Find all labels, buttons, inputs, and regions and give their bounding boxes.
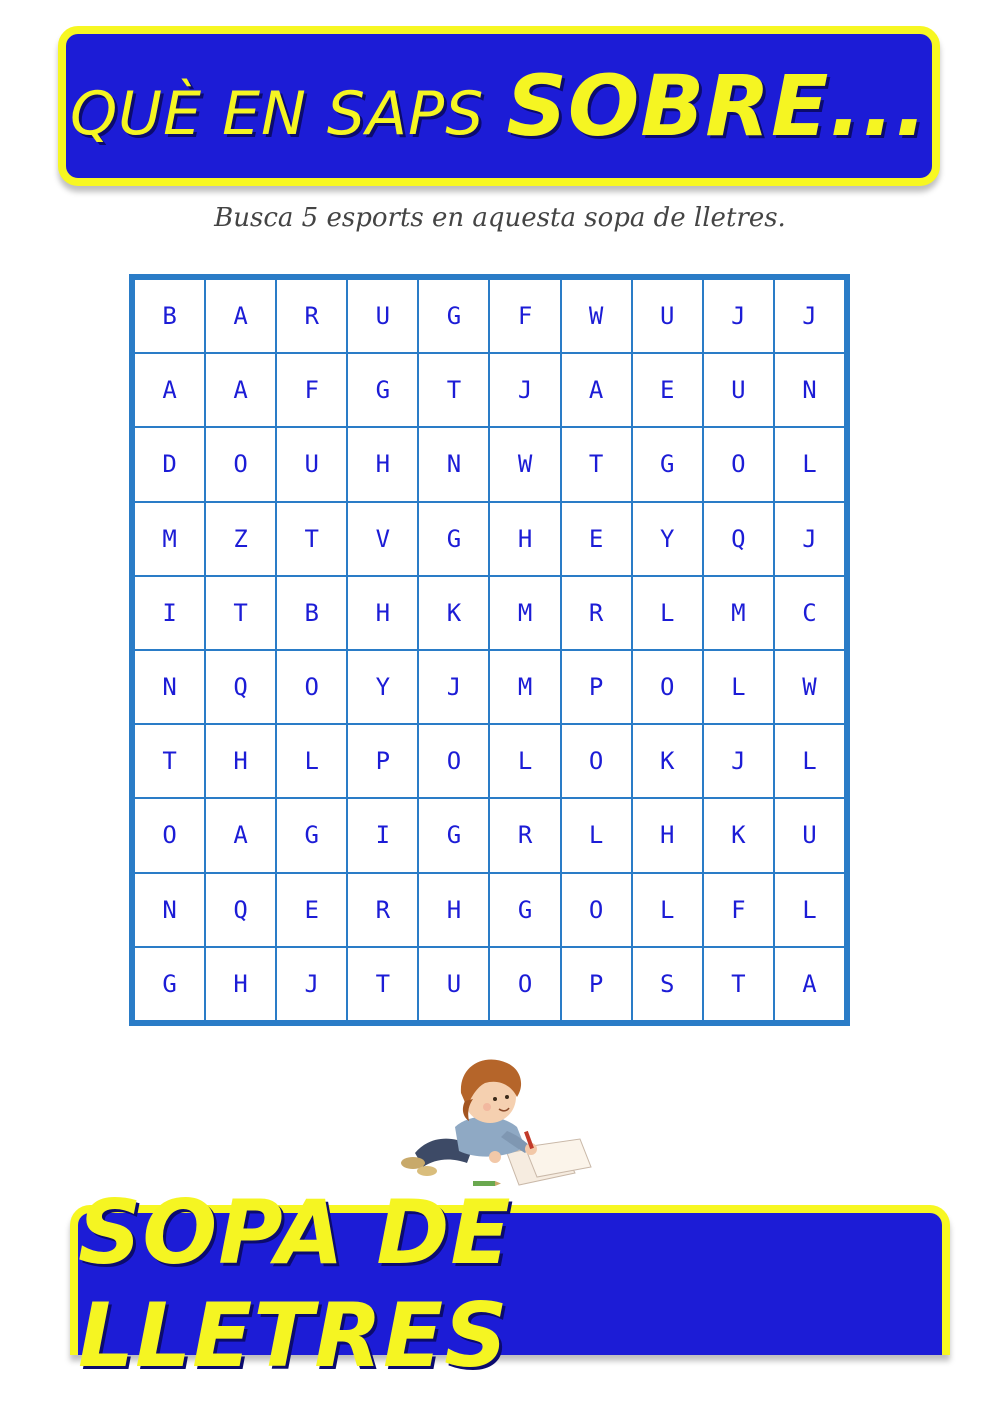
grid-cell[interactable]: U (632, 279, 703, 353)
grid-cell[interactable]: L (703, 650, 774, 724)
grid-cell[interactable]: A (205, 353, 276, 427)
grid-cell[interactable]: L (276, 724, 347, 798)
grid-cell[interactable]: O (134, 798, 205, 872)
grid-cell[interactable]: L (774, 873, 845, 947)
grid-cell[interactable]: O (276, 650, 347, 724)
grid-cell[interactable]: M (489, 576, 560, 650)
grid-cell[interactable]: R (561, 576, 632, 650)
grid-cell[interactable]: W (561, 279, 632, 353)
grid-cell[interactable]: W (774, 650, 845, 724)
grid-cell[interactable]: U (276, 427, 347, 501)
grid-cell[interactable]: E (276, 873, 347, 947)
grid-cell[interactable]: H (205, 947, 276, 1021)
grid-cell[interactable]: J (774, 279, 845, 353)
grid-cell[interactable]: K (632, 724, 703, 798)
grid-cell[interactable]: T (418, 353, 489, 427)
grid-cell[interactable]: H (347, 427, 418, 501)
grid-cell[interactable]: B (134, 279, 205, 353)
grid-cell[interactable]: J (418, 650, 489, 724)
grid-cell[interactable]: M (703, 576, 774, 650)
grid-cell[interactable]: U (774, 798, 845, 872)
grid-cell[interactable]: J (703, 279, 774, 353)
grid-cell[interactable]: Q (703, 502, 774, 576)
grid-cell[interactable]: A (774, 947, 845, 1021)
grid-cell[interactable]: G (134, 947, 205, 1021)
grid-cell[interactable]: R (276, 279, 347, 353)
grid-cell[interactable]: O (418, 724, 489, 798)
grid-cell[interactable]: S (632, 947, 703, 1021)
grid-cell[interactable]: A (134, 353, 205, 427)
grid-cell[interactable]: G (347, 353, 418, 427)
grid-cell[interactable]: L (774, 427, 845, 501)
grid-cell[interactable]: A (205, 279, 276, 353)
grid-cell[interactable]: Z (205, 502, 276, 576)
grid-cell[interactable]: H (418, 873, 489, 947)
grid-cell[interactable]: O (632, 650, 703, 724)
grid-cell[interactable]: T (134, 724, 205, 798)
grid-cell[interactable]: N (134, 650, 205, 724)
grid-cell[interactable]: Y (632, 502, 703, 576)
grid-cell[interactable]: O (489, 947, 560, 1021)
grid-cell[interactable]: U (703, 353, 774, 427)
grid-cell[interactable]: C (774, 576, 845, 650)
grid-cell[interactable]: L (632, 576, 703, 650)
grid-cell[interactable]: N (134, 873, 205, 947)
title-banner (58, 26, 940, 186)
word-search-grid (129, 274, 850, 1026)
grid-cell[interactable]: Y (347, 650, 418, 724)
footer-banner (70, 1181, 950, 1387)
grid-cell[interactable]: O (561, 873, 632, 947)
grid-cell[interactable]: O (205, 427, 276, 501)
grid-cell[interactable]: L (632, 873, 703, 947)
grid-cell[interactable]: N (774, 353, 845, 427)
grid-cell[interactable]: O (703, 427, 774, 501)
grid-cell[interactable]: U (347, 279, 418, 353)
grid-cell[interactable]: R (489, 798, 560, 872)
grid-cell[interactable]: P (561, 650, 632, 724)
grid-cell[interactable]: G (489, 873, 560, 947)
title-big: SOBRE... (506, 57, 929, 155)
grid-cell[interactable]: R (347, 873, 418, 947)
grid-cell[interactable]: G (276, 798, 347, 872)
footer-title: SOPA DE LLETRES (78, 1181, 512, 1387)
grid-cell[interactable]: K (703, 798, 774, 872)
grid-cell[interactable]: I (347, 798, 418, 872)
grid-cell[interactable]: L (774, 724, 845, 798)
grid-cell[interactable]: A (561, 353, 632, 427)
grid-cell[interactable]: H (632, 798, 703, 872)
grid-cell[interactable]: G (418, 502, 489, 576)
grid-cell[interactable]: L (561, 798, 632, 872)
grid-cell[interactable]: M (489, 650, 560, 724)
grid-cell[interactable]: A (205, 798, 276, 872)
grid-cell[interactable]: V (347, 502, 418, 576)
grid-cell[interactable]: J (703, 724, 774, 798)
grid-cell[interactable]: G (632, 427, 703, 501)
grid-cell[interactable]: O (561, 724, 632, 798)
grid-cell[interactable]: H (347, 576, 418, 650)
instructions-text: Busca 5 esports en aquesta sopa de lletres. (214, 203, 786, 233)
grid-cell[interactable]: D (134, 427, 205, 501)
grid-cell[interactable]: F (276, 353, 347, 427)
grid-cell[interactable]: U (418, 947, 489, 1021)
grid-cell[interactable]: W (489, 427, 560, 501)
grid-cell[interactable]: Q (205, 650, 276, 724)
grid-cell[interactable]: P (347, 724, 418, 798)
grid-cell[interactable]: F (489, 279, 560, 353)
grid-cell[interactable]: T (205, 576, 276, 650)
grid-cell[interactable]: T (703, 947, 774, 1021)
grid-cell[interactable]: E (632, 353, 703, 427)
grid-cell[interactable]: T (276, 502, 347, 576)
grid-cell[interactable]: T (561, 427, 632, 501)
grid-cell[interactable]: G (418, 279, 489, 353)
grid-cell[interactable]: T (347, 947, 418, 1021)
grid-cell[interactable]: Q (205, 873, 276, 947)
grid-cell[interactable]: J (276, 947, 347, 1021)
grid-cell[interactable]: J (489, 353, 560, 427)
grid-cell[interactable]: K (418, 576, 489, 650)
grid-cell[interactable]: J (774, 502, 845, 576)
child-drawing-icon (395, 1035, 610, 1195)
grid-cell[interactable]: E (561, 502, 632, 576)
title-small: QUÈ EN SAPS (69, 79, 485, 149)
grid-cell[interactable]: H (489, 502, 560, 576)
grid-cell[interactable]: M (134, 502, 205, 576)
grid-cell[interactable]: N (418, 427, 489, 501)
grid-cell[interactable]: B (276, 576, 347, 650)
grid-cell[interactable]: H (205, 724, 276, 798)
grid-cell[interactable]: F (703, 873, 774, 947)
grid-cell[interactable]: I (134, 576, 205, 650)
grid-cell[interactable]: G (418, 798, 489, 872)
grid-cell[interactable]: L (489, 724, 560, 798)
grid-cell[interactable]: P (561, 947, 632, 1021)
